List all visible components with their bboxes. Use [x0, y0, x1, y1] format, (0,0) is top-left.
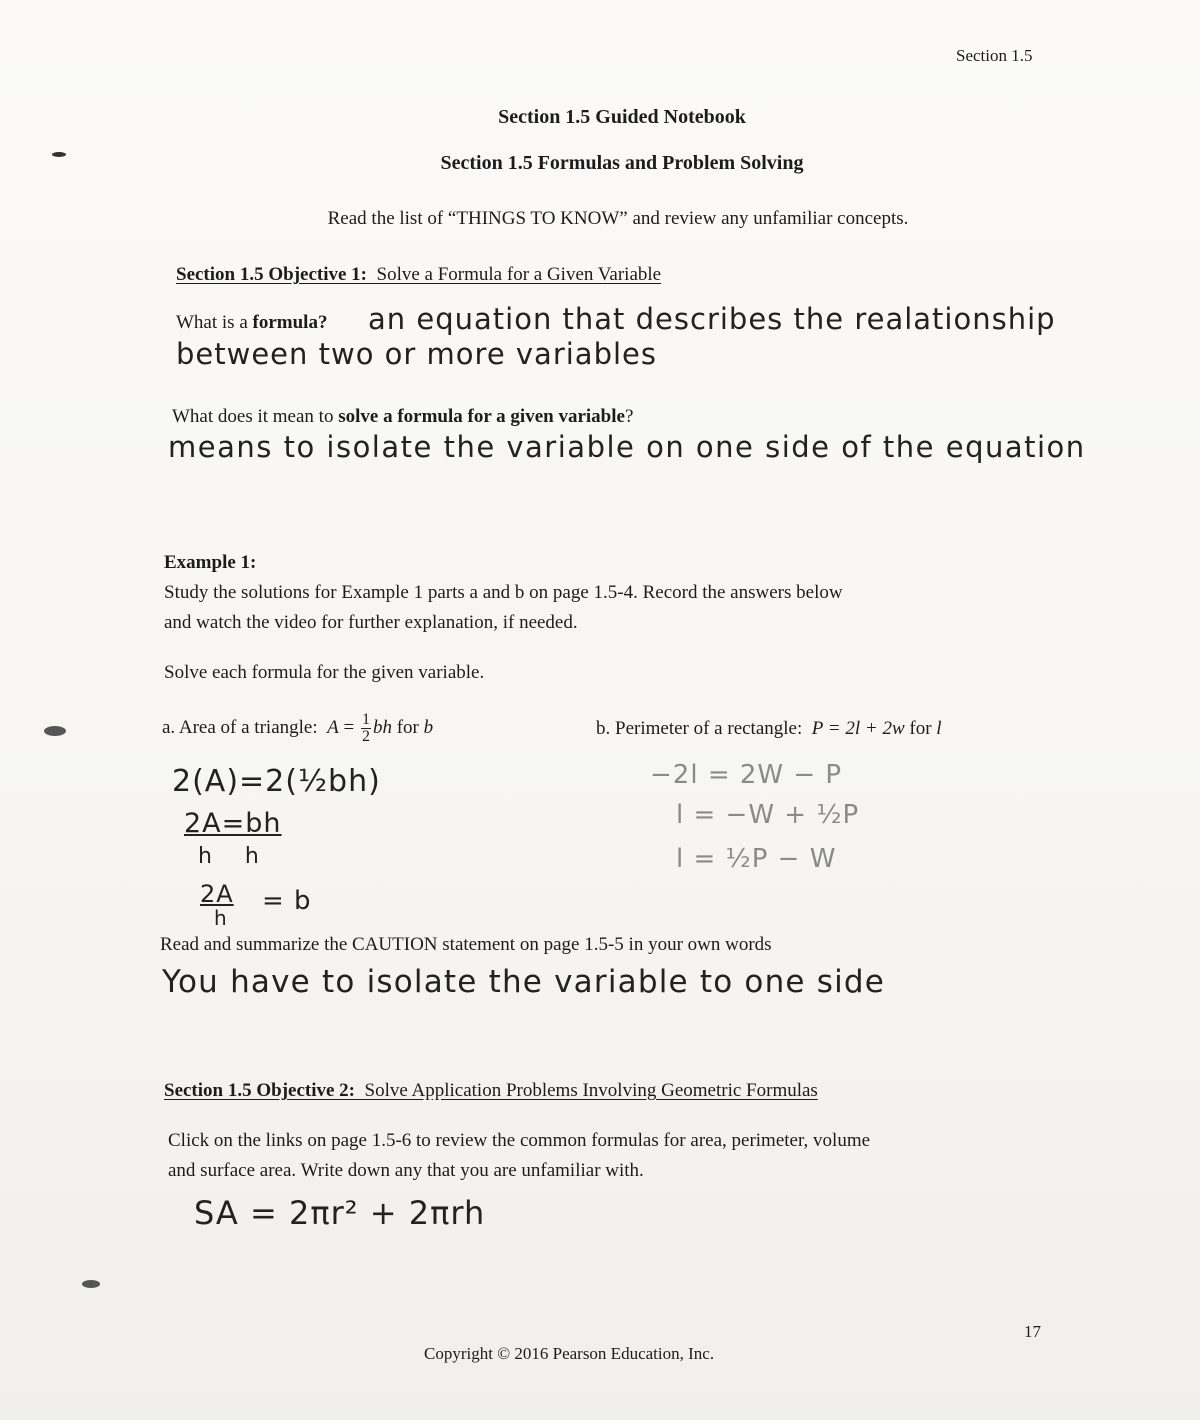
part-b-work-line1: −2l = 2W − P	[650, 760, 843, 790]
objective2-prompt-line2: and surface area. Write down any that you are unfamiliar with.	[168, 1160, 644, 1181]
part-a-work-line4-rhs: = b	[262, 886, 312, 916]
handwritten-answer-formula-line1: an equation that describes the realationship	[368, 302, 1056, 336]
objective1-heading	[176, 264, 661, 286]
instructions: Read the list of “THINGS TO KNOW” and review any unfamiliar concepts.	[327, 208, 909, 229]
question-formula-prefix: What is a	[176, 312, 253, 333]
margin-mark-hole	[44, 726, 66, 736]
part-b-label: b. Perimeter of a rectangle:	[596, 718, 812, 739]
page-number: 17	[1024, 1322, 1041, 1341]
part-a-work-line3: h h	[198, 844, 260, 869]
solve-prompt: Solve each formula for the given variable.	[164, 662, 485, 683]
question-solve-formula	[172, 406, 633, 428]
question-formula-bold: formula?	[252, 312, 328, 333]
part-a-label: a. Area of a triangle:	[162, 716, 328, 738]
question-solve-bold: solve a formula for a given variable	[338, 406, 625, 427]
part-a-for: for	[391, 716, 424, 738]
running-head: Section 1.5	[956, 46, 1033, 65]
part-a-fraction	[361, 712, 371, 745]
part-a-frac-num: 1	[361, 711, 370, 728]
part-a-work-line1: 2(A)=2(½bh)	[172, 764, 381, 799]
question-solve-prefix: What does it mean to	[172, 406, 339, 427]
handwritten-caution-answer: You have to isolate the variable to one side	[162, 964, 886, 1000]
margin-mark-bottom	[82, 1280, 100, 1288]
part-b-work-line3: l = ½P − W	[676, 844, 837, 874]
part-a-lhs: A	[327, 716, 339, 738]
part-b-for: for	[904, 718, 937, 739]
part-a-equals: =	[338, 716, 359, 738]
objective1-heading-label: Section 1.5 Objective 1:	[176, 264, 368, 285]
question-formula	[176, 312, 327, 334]
part-a-frac-den: 2	[361, 728, 370, 745]
objective2-prompt-line1: Click on the links on page 1.5-6 to review the common formulas for area, perimeter, volume	[168, 1130, 871, 1151]
handwritten-surface-area-formula: SA = 2πr² + 2πrh	[194, 1194, 486, 1232]
copyright: Copyright © 2016 Pearson Education, Inc.	[424, 1344, 715, 1363]
objective2-heading-text: Solve Application Problems Involving Geometric Formulas	[355, 1080, 818, 1101]
example1-heading: Example 1:	[164, 552, 257, 573]
page-title: Section 1.5 Guided Notebook	[498, 106, 746, 128]
caution-prompt: Read and summarize the CAUTION statement on page 1.5-5 in your own words	[160, 934, 772, 955]
page-subtitle: Section 1.5 Formulas and Problem Solving	[440, 152, 804, 174]
objective2-heading-label: Section 1.5 Objective 2:	[164, 1080, 356, 1101]
part-b-prompt	[596, 718, 942, 740]
part-b-formula: P = 2l + 2w	[811, 718, 905, 739]
question-solve-suffix: ?	[624, 406, 634, 427]
objective1-heading-text: Solve a Formula for a Given Variable	[367, 264, 662, 285]
part-a-rhs: bh	[372, 716, 392, 738]
part-a-var: b	[423, 716, 434, 738]
handwritten-answer-solve: means to isolate the variable on one side of the equation	[168, 430, 1086, 464]
part-a-work-line4-den: h	[214, 906, 228, 930]
part-b-var: l	[936, 718, 942, 739]
example1-intro-line2: and watch the video for further explanation, if needed.	[164, 612, 578, 633]
part-a-work-line4-num: 2A	[200, 880, 234, 908]
handwritten-answer-formula-line2: between two or more variables	[176, 337, 657, 371]
part-b-work-line2: l = −W + ½P	[676, 800, 860, 830]
part-a-prompt	[162, 712, 433, 745]
example1-intro-line1: Study the solutions for Example 1 parts a and b on page 1.5-4. Record the answers below	[164, 582, 843, 603]
objective2-heading	[164, 1080, 818, 1102]
part-a-work-line2: 2A=bh	[184, 808, 282, 839]
